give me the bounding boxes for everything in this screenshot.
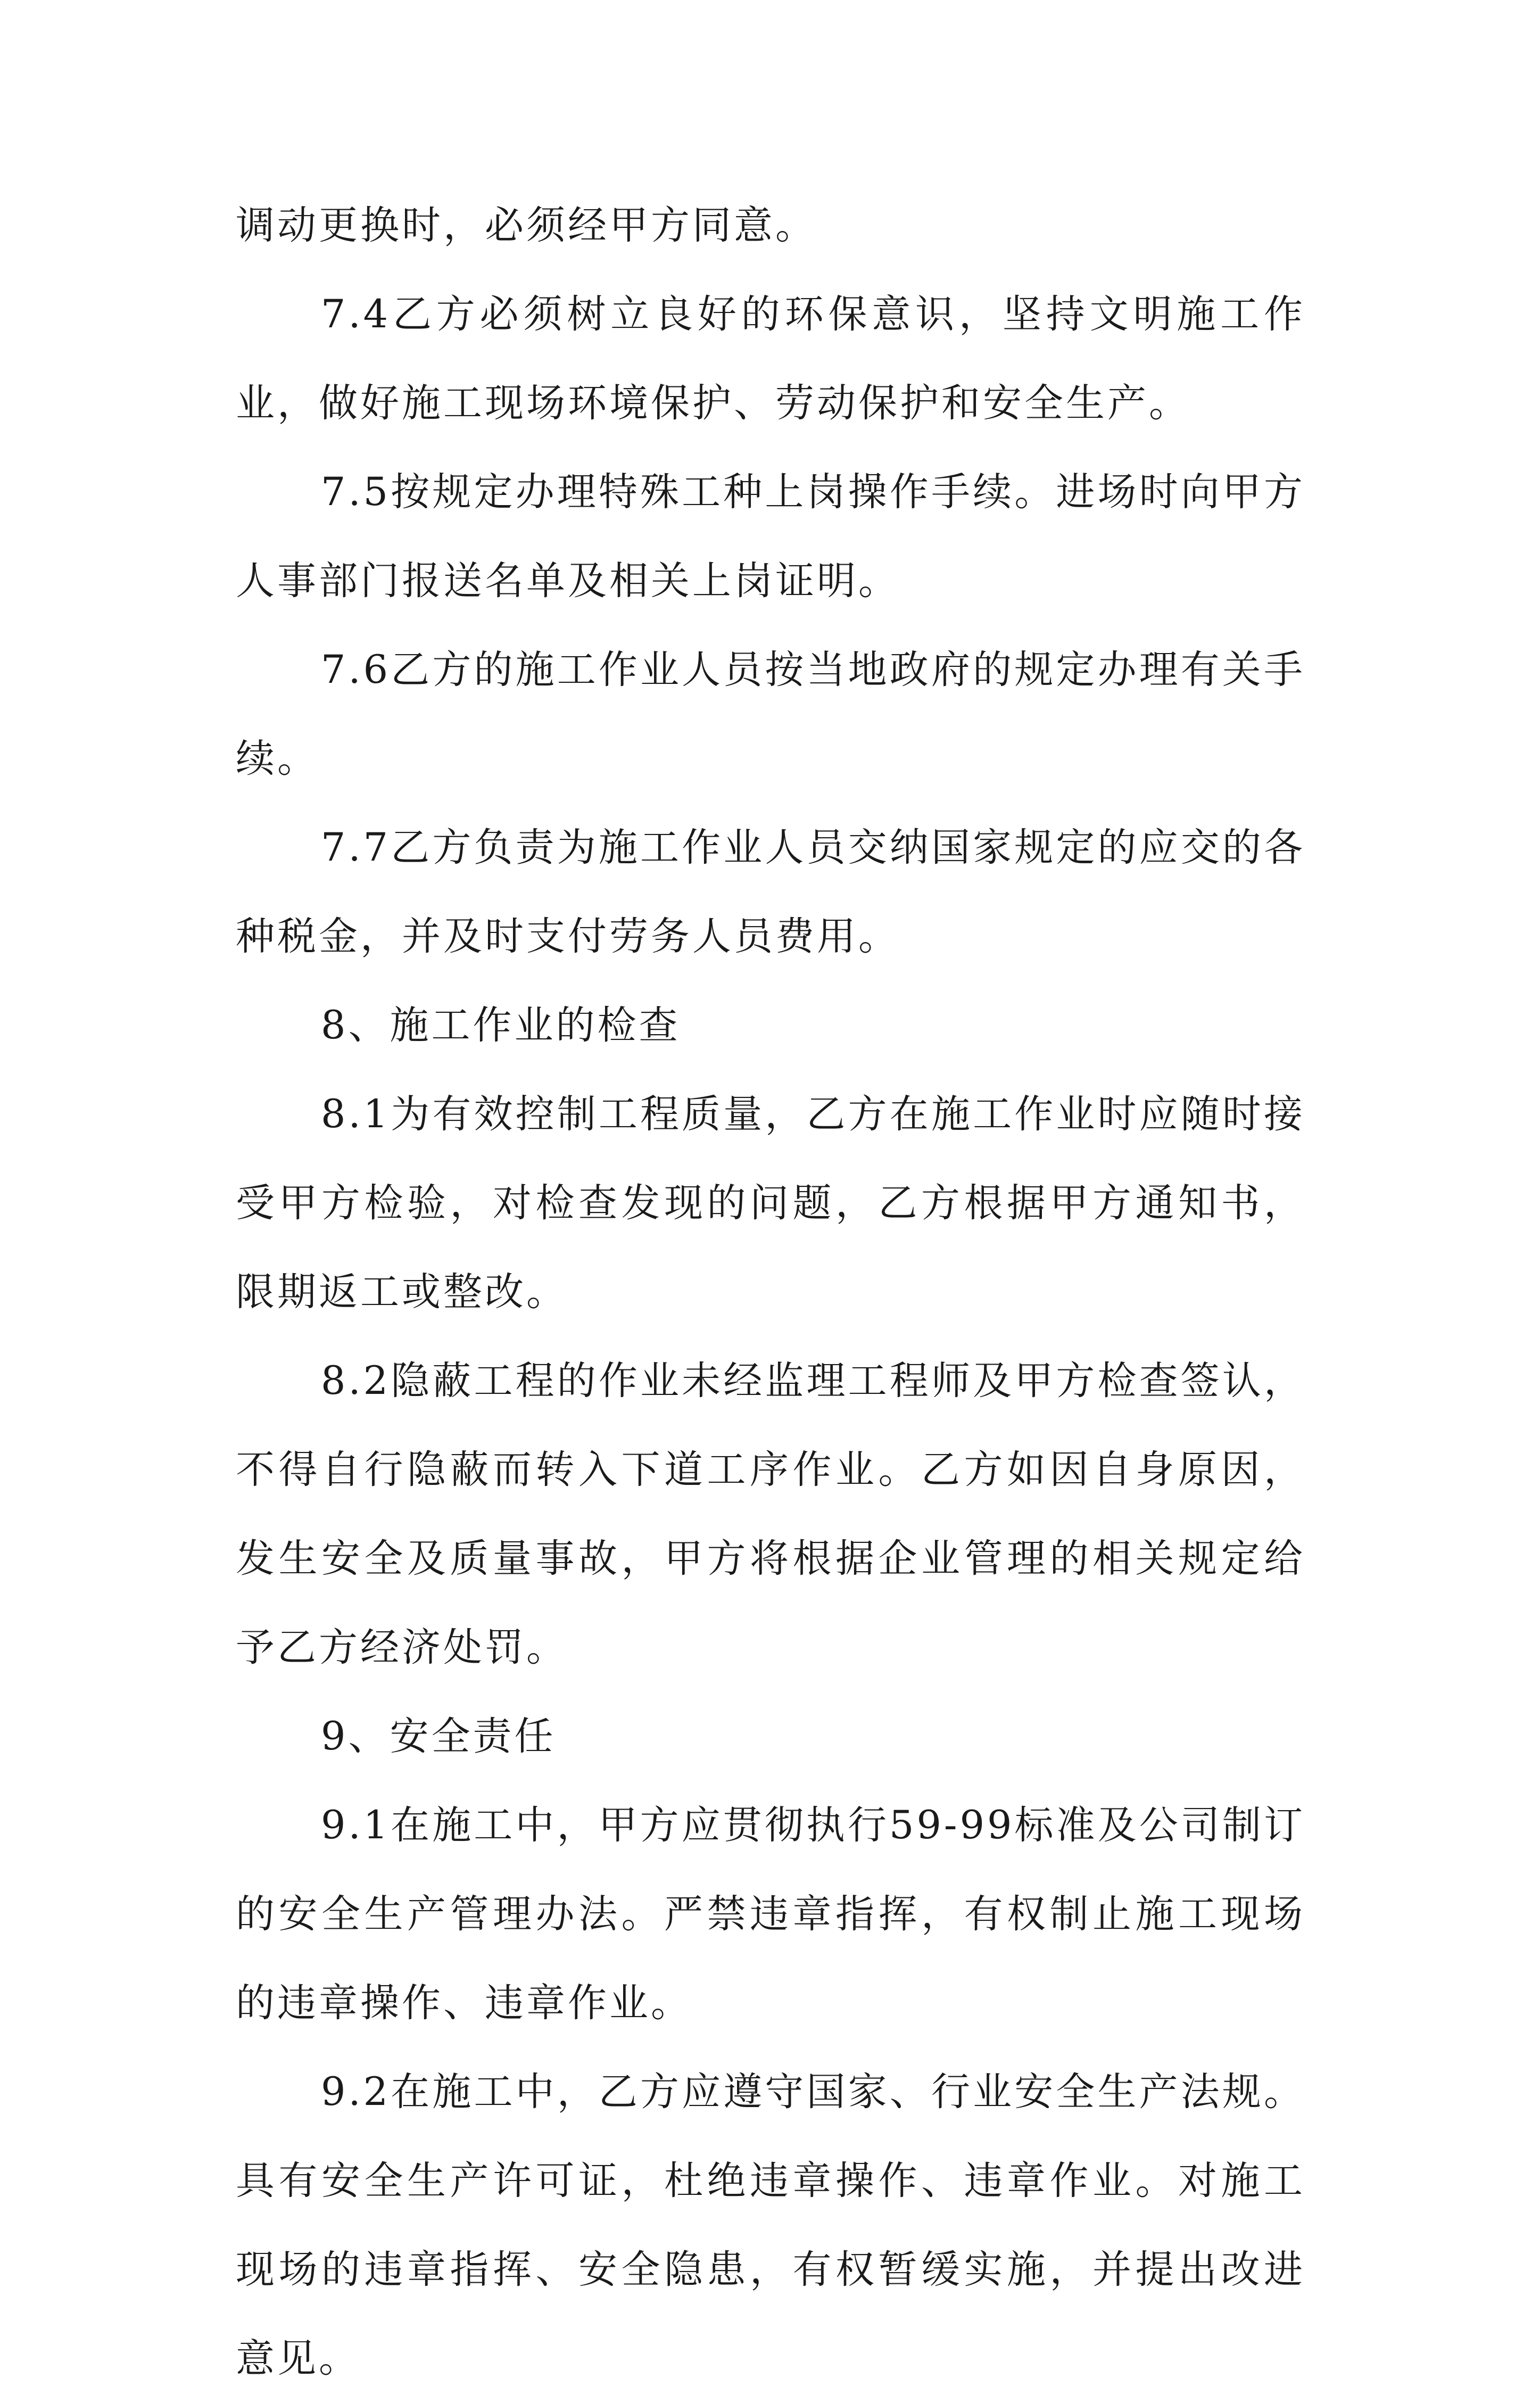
document-body	[236, 181, 1305, 2403]
paragraph-9-1: 9.1在施工中，甲方应贯彻执行59-99标准及公司制订的安全生产管理办法。严禁违章指挥，有权制止施工现场的违章操作、违章作业。	[236, 1803, 1305, 2026]
section-heading-8: 8、施工作业的检查	[321, 1003, 681, 1048]
paragraph-8-1: 8.1为有效控制工程质量，乙方在施工作业时应随时接受甲方检验，对检查发现的问题，乙方根据甲方通知书，限期返工或整改。	[236, 1092, 1305, 1315]
paragraph-7-7: 7.7乙方负责为施工作业人员交纳国家规定的应交的各种税金，并及时支付劳务人员费用。	[236, 825, 1305, 959]
paragraph-7-4: 7.4乙方必须树立良好的环保意识，坚持文明施工作业，做好施工现场环境保护、劳动保护和安全生产。	[236, 292, 1305, 426]
paragraph-8-2: 8.2隐蔽工程的作业未经监理工程师及甲方检查签认，不得自行隐蔽而转入下道工序作业。乙方如因自身原因，发生安全及质量事故，甲方将根据企业管理的相关规定给予乙方经济处罚。	[236, 1358, 1305, 1670]
paragraph-7-6: 7.6乙方的施工作业人员按当地政府的规定办理有关手续。	[236, 647, 1305, 781]
paragraph-7-5: 7.5按规定办理特殊工种上岗操作手续。进场时向甲方人事部门报送名单及相关上岗证明。	[236, 469, 1305, 604]
paragraph-7-3-continuation: 调动更换时，必须经甲方同意。	[236, 203, 817, 248]
paragraph-9-2: 9.2在施工中，乙方应遵守国家、行业安全生产法规。具有安全生产许可证，杜绝违章操作、违章作业。对施工现场的违章指挥、安全隐患，有权暂缓实施，并提出改进意见。	[236, 2069, 1305, 2381]
section-heading-9: 9、安全责任	[321, 1714, 556, 1759]
